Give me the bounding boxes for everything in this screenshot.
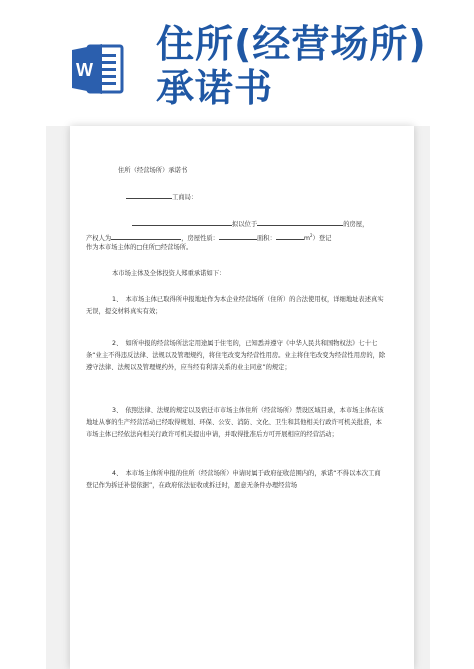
p1-text7: ）登记 (312, 235, 332, 243)
blank-field (257, 218, 343, 226)
blank-field (126, 191, 172, 199)
svg-text:W: W (76, 60, 93, 80)
doc-p4: 2、 如所申报的经营场所法定用途属于住宅的，已知悉并遵守《中华人民共和国物权法》七十七条“业主不得违反法律、法规以及管理规约，将住宅改变为经营性用房。业主将住宅改变为经营性用房的，除遵守法律、法规以及管理规约外，应当经有利害关系的业主同意”的规定； (86, 340, 386, 371)
p1-text6: m (303, 235, 310, 243)
doc-heading: 住所（经营场所）承诺书 (118, 167, 188, 174)
banner-title (156, 22, 427, 110)
blank-field (219, 232, 257, 240)
doc-p2: 本市场主体及全体投资人郑重承诺如下： (112, 270, 226, 277)
doc-p1-line2: 产权人为 ，房屋性质： 面积： $m^2$）登记 (86, 233, 332, 243)
word-icon (70, 40, 128, 98)
doc-p1-line3: 作为本市场主体的□住所□经营场所。 (86, 244, 193, 251)
doc-addressee (126, 191, 426, 204)
doc-p6: 4、 本市场主体所申报的住所（经营场所）申请时属于政府征收范围内的，承诺“不得以本次工商登记作为拆迁补偿依据”，在政府依法征收或拆迁时，愿意无条件办理经营场 (86, 470, 381, 489)
doc-p3: 1、 本市场主体已取得所申报地址作为本企业经营场所（住所）的合法使用权，详细地址表述真实无误，提交材料真实有效； (86, 296, 384, 315)
p1-text2: 的房屋， (343, 221, 369, 228)
p1-text5: 面积： (256, 235, 276, 243)
p1-text4: ，房屋性质： (181, 235, 219, 243)
document-page (70, 126, 414, 669)
blank-field (276, 232, 304, 240)
banner-title-line2: 承诺书 (156, 66, 274, 110)
banner (0, 0, 474, 125)
blank-field (132, 218, 232, 226)
p1-text3: 产权人为 (86, 235, 112, 243)
banner-title-line1: 住所(经营场所) (156, 22, 427, 66)
blank-field (111, 232, 181, 240)
addressee-text: 工商局： (172, 194, 198, 201)
doc-p5: 3、 依照法律、法规的规定以及宿迁市市场主体住所（经营场所）禁设区域目录，本市场主体在该地址从事的生产经营活动已经取得规划、环保、公安、消防、文化、卫生和其他相关行政许可机关批准，本市场主体已经依法向相关行政许可机关提出申请，并取得批准后方可开展相应的经营活动； (86, 407, 384, 438)
p1-text1: 拟以位于 (232, 221, 258, 228)
